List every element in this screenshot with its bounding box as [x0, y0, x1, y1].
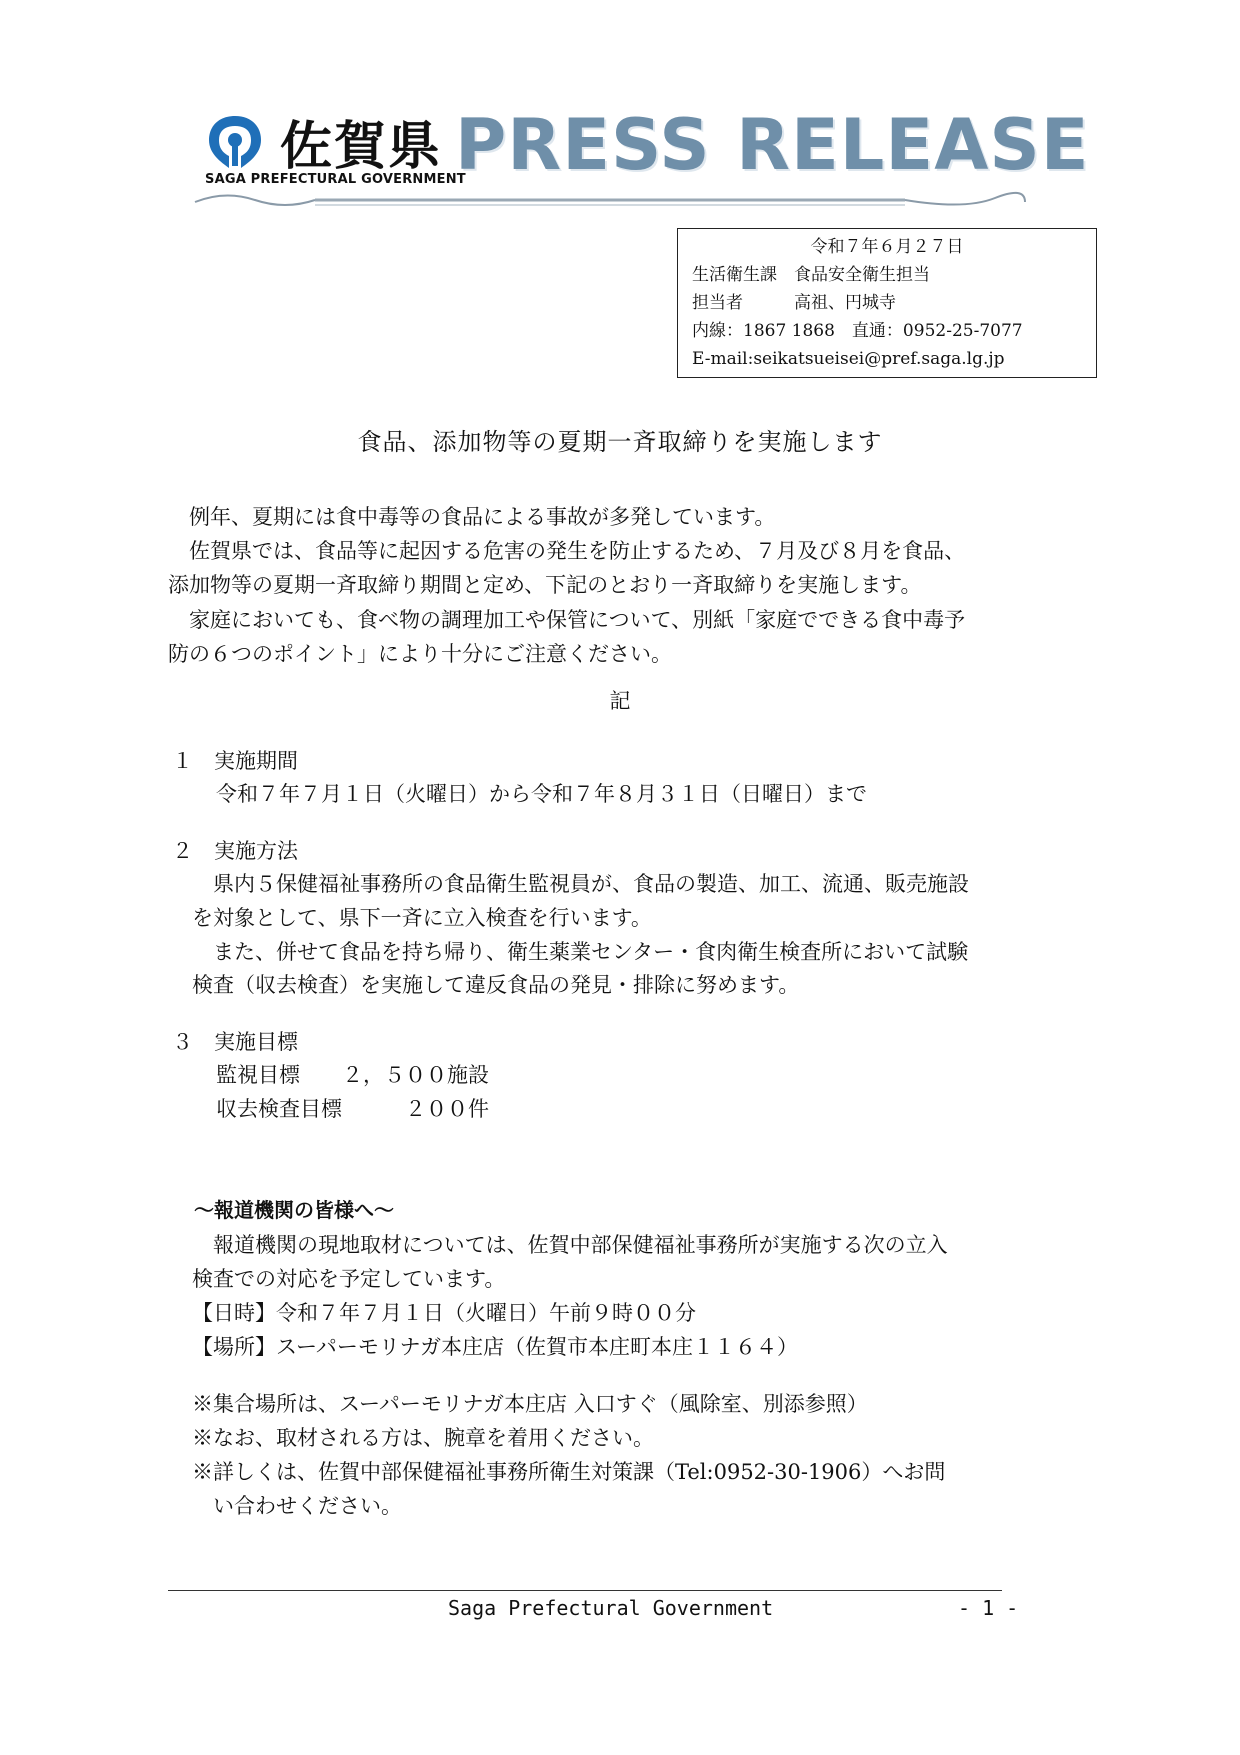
- release-date: 令和７年６月２７日: [810, 237, 964, 257]
- ki-marker: 記: [609, 689, 631, 713]
- media-line: 検査での対応を予定しています。: [192, 1267, 506, 1291]
- section-1-heading: １ 実施期間: [172, 749, 298, 773]
- intro-line: 防の６つのポイント」により十分にご注意ください。: [168, 642, 672, 666]
- media-heading: ～報道機関の皆様へ～: [194, 1198, 394, 1222]
- section-2-line: を対象として、県下一斉に立入検査を行います。: [192, 906, 652, 930]
- intro-line: 佐賀県では、食品等に起因する危害の発生を防止するため、７月及び８月を食品、: [168, 539, 966, 563]
- target-sampling: 収去検査目標 ２００件: [216, 1097, 489, 1121]
- intro-line: 家庭においても、食べ物の調理加工や保管について、別紙「家庭でできる食中毒予: [168, 608, 966, 632]
- section-2-line: また、併せて食品を持ち帰り、衛生薬業センター・食肉衛生検査所において試験: [192, 940, 969, 964]
- contact-box: [677, 228, 1097, 378]
- saga-prefecture-seal-icon: [205, 112, 265, 172]
- media-note: い合わせください。: [192, 1494, 402, 1518]
- contact-phone: 内線：1867 1868 直通：0952-25-7077: [692, 321, 1023, 341]
- section-3-heading: ３ 実施目標: [172, 1030, 298, 1054]
- media-note: ※集合場所は、スーパーモリナガ本庄店 入口すぐ（風除室、別添参照）: [192, 1392, 868, 1416]
- target-inspection: 監視目標 ２，５００施設: [216, 1063, 489, 1087]
- contact-staff: 担当者 高祖、円城寺: [692, 293, 896, 313]
- section-2-line: 検査（収去検査）を実施して違反食品の発見・排除に努めます。: [192, 973, 800, 997]
- footer-organization: Saga Prefectural Government: [448, 1596, 774, 1620]
- banner-flourish: [185, 186, 1035, 214]
- section-1-body: 令和７年７月１日（火曜日）から令和７年８月３１日（日曜日）まで: [216, 782, 867, 806]
- intro-line: 例年、夏期には食中毒等の食品による事故が多発しています。: [168, 505, 776, 529]
- footer-divider: [168, 1590, 1002, 1591]
- media-note: ※なお、取材される方は、腕章を着用ください。: [192, 1426, 654, 1450]
- section-2-heading: ２ 実施方法: [172, 839, 298, 863]
- contact-department: 生活衛生課 食品安全衛生担当: [692, 265, 930, 285]
- prefecture-name: 佐賀県: [280, 117, 443, 177]
- section-2-line: 県内５保健福祉事務所の食品衛生監視員が、食品の製造、加工、流通、販売施設: [192, 872, 969, 896]
- banner-title: PRESS RELEASE: [455, 104, 1090, 186]
- media-location: 【場所】スーパーモリナガ本庄店（佐賀市本庄町本庄１１６４）: [192, 1335, 799, 1359]
- media-datetime: 【日時】令和７年７月１日（火曜日）午前９時００分: [192, 1301, 696, 1325]
- media-note: ※詳しくは、佐賀中部保健福祉事務所衛生対策課（Tel:0952-30-1906）へお問: [192, 1460, 946, 1484]
- contact-email: E-mail:seikatsueisei@pref.saga.lg.jp: [692, 349, 1005, 369]
- page-title: 食品、添加物等の夏期一斉取締りを実施します: [357, 428, 883, 456]
- page-number: - 1 -: [958, 1596, 1019, 1620]
- intro-line: 添加物等の夏期一斉取締り期間と定め、下記のとおり一斉取締りを実施します。: [168, 573, 922, 597]
- prefecture-name-en: SAGA PREFECTURAL GOVERNMENT: [205, 172, 466, 187]
- media-line: 報道機関の現地取材については、佐賀中部保健福祉事務所が実施する次の立入: [192, 1233, 948, 1257]
